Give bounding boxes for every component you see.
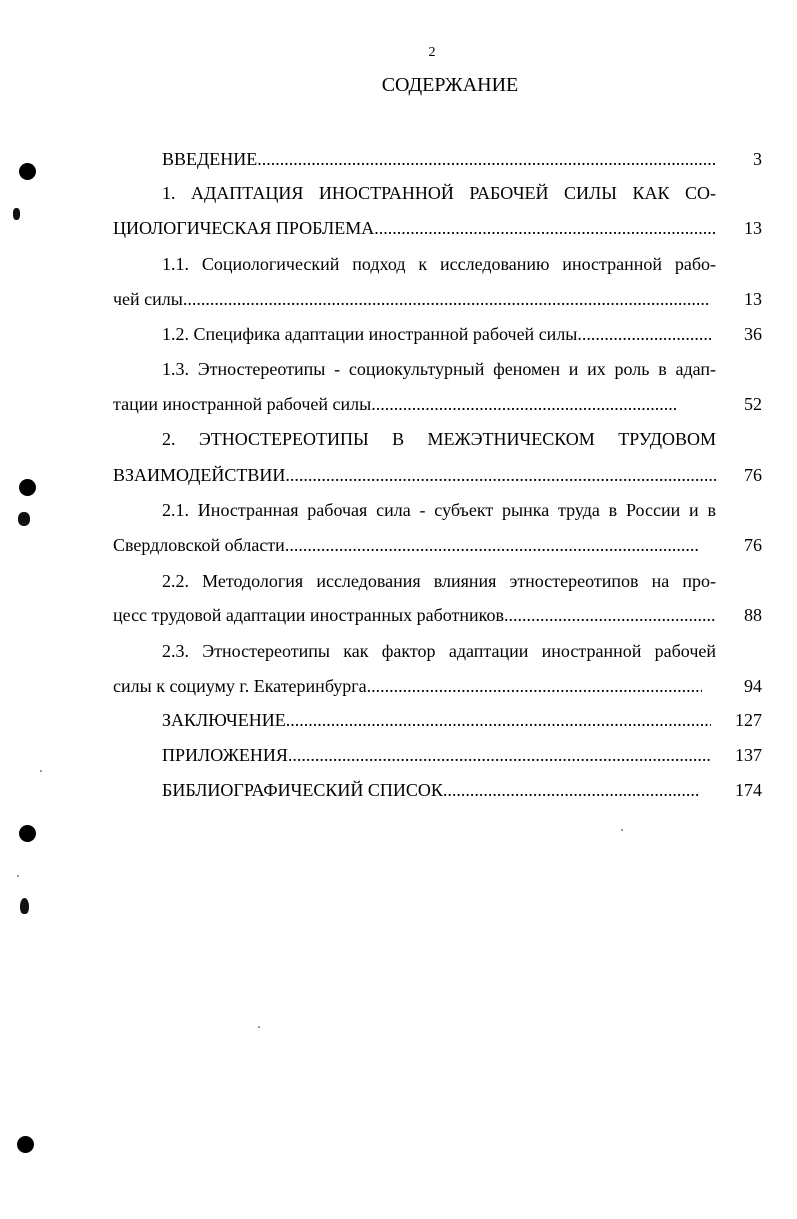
toc-entry-text: цесс трудовой адаптации иностранных работников: [113, 605, 504, 625]
toc-entry-2-2-line1: 2.2. Методология исследования влияния этностереотипов на про-: [162, 571, 716, 591]
toc-entry-page: 52: [744, 394, 762, 414]
toc-entry-text: ЦИОЛОГИЧЕСКАЯ ПРОБЛЕМА: [113, 218, 375, 238]
punch-hole-mark: [13, 208, 20, 220]
toc-entry-chapter-2-line1: 2. ЭТНОСТЕРЕОТИПЫ В МЕЖЭТНИЧЕСКОМ ТРУДОВОМ: [162, 429, 716, 449]
toc-entry-2-1-line1: 2.1. Иностранная рабочая сила - субъект рынка труда в России и в: [162, 500, 716, 520]
toc-entry-page: 76: [744, 465, 762, 485]
toc-entry-page: 137: [735, 745, 762, 765]
toc-entry-page: 36: [744, 324, 762, 344]
dot-leader: [183, 286, 709, 312]
dot-leader: [371, 391, 676, 417]
toc-entry-chapter-1-line2: [113, 215, 716, 241]
toc-entry-text: 1.2. Специфика адаптации иностранной рабочей силы: [162, 324, 578, 344]
toc-entry-1-1-line2: [113, 286, 709, 312]
toc-entry-text: Свердловской области: [113, 535, 285, 555]
dot-leader: [288, 742, 711, 768]
toc-entry-chapter-1-line1: 1. АДАПТАЦИЯ ИНОСТРАННОЙ РАБОЧЕЙ СИЛЫ КАК СО-: [162, 183, 716, 203]
toc-entry-text: силы к социуму г. Екатеринбурга: [113, 676, 367, 696]
punch-hole-mark: [18, 512, 30, 526]
dot-leader: [285, 532, 699, 558]
toc-entry-page: 76: [744, 535, 762, 555]
toc-entry-text: чей силы: [113, 289, 183, 309]
dot-leader: [374, 215, 716, 241]
toc-entry-page: 94: [744, 676, 762, 696]
toc-entry-1-3-line2: [113, 391, 676, 417]
toc-entry-2-1-line2: [113, 532, 699, 558]
toc-entry-text: БИБЛИОГРАФИЧЕСКИЙ СПИСОК: [162, 780, 443, 800]
toc-entry-page: 13: [744, 218, 762, 238]
dot-leader: [443, 777, 700, 803]
toc-entry-text: ВЗАИМОДЕЙСТВИИ: [113, 465, 286, 485]
scan-speck: [17, 875, 19, 877]
toc-title: СОДЕРЖАНИЕ: [381, 74, 519, 96]
toc-entry-introduction: [162, 146, 716, 172]
toc-entry-appendices: [162, 742, 711, 768]
punch-hole-mark: [20, 898, 29, 914]
toc-entry-chapter-2-line2: [113, 462, 716, 488]
dot-leader: [504, 602, 716, 628]
toc-entry-bibliography: [162, 777, 700, 803]
punch-hole-mark: [19, 479, 36, 496]
toc-entry-1-1-line1: 1.1. Социологический подход к исследованию иностранной рабо-: [162, 254, 716, 274]
scan-speck: [621, 829, 623, 831]
punch-hole-mark: [19, 825, 36, 842]
toc-entry-text: ЗАКЛЮЧЕНИЕ: [162, 710, 286, 730]
scan-speck: [258, 1026, 260, 1028]
toc-entry-2-3-line2: [113, 673, 702, 699]
toc-entry-2-2-line2: [113, 602, 716, 628]
toc-entry-text: тации иностранной рабочей силы: [113, 394, 372, 414]
page-number: 2: [428, 45, 436, 60]
toc-entry-1-3-line1: 1.3. Этностереотипы - социокультурный феномен и их роль в адап-: [162, 359, 716, 379]
toc-entry-page: 3: [753, 149, 762, 169]
dot-leader: [286, 707, 711, 733]
dot-leader: [257, 146, 716, 172]
toc-entry-1-2: [162, 321, 711, 347]
dot-leader: [285, 462, 716, 488]
scan-speck: [40, 770, 42, 772]
toc-entry-page: 174: [735, 780, 762, 800]
toc-entry-text: ВВЕДЕНИЕ: [162, 149, 258, 169]
punch-hole-mark: [17, 1136, 34, 1153]
dot-leader: [577, 321, 711, 347]
toc-entry-page: 13: [744, 289, 762, 309]
toc-entry-conclusion: [162, 707, 711, 733]
toc-entry-text: ПРИЛОЖЕНИЯ: [162, 745, 288, 765]
toc-entry-page: 88: [744, 605, 762, 625]
toc-entry-page: 127: [735, 710, 762, 730]
dot-leader: [367, 673, 702, 699]
punch-hole-mark: [19, 163, 36, 180]
toc-entry-2-3-line1: 2.3. Этностереотипы как фактор адаптации иностранной рабочей: [162, 641, 716, 661]
